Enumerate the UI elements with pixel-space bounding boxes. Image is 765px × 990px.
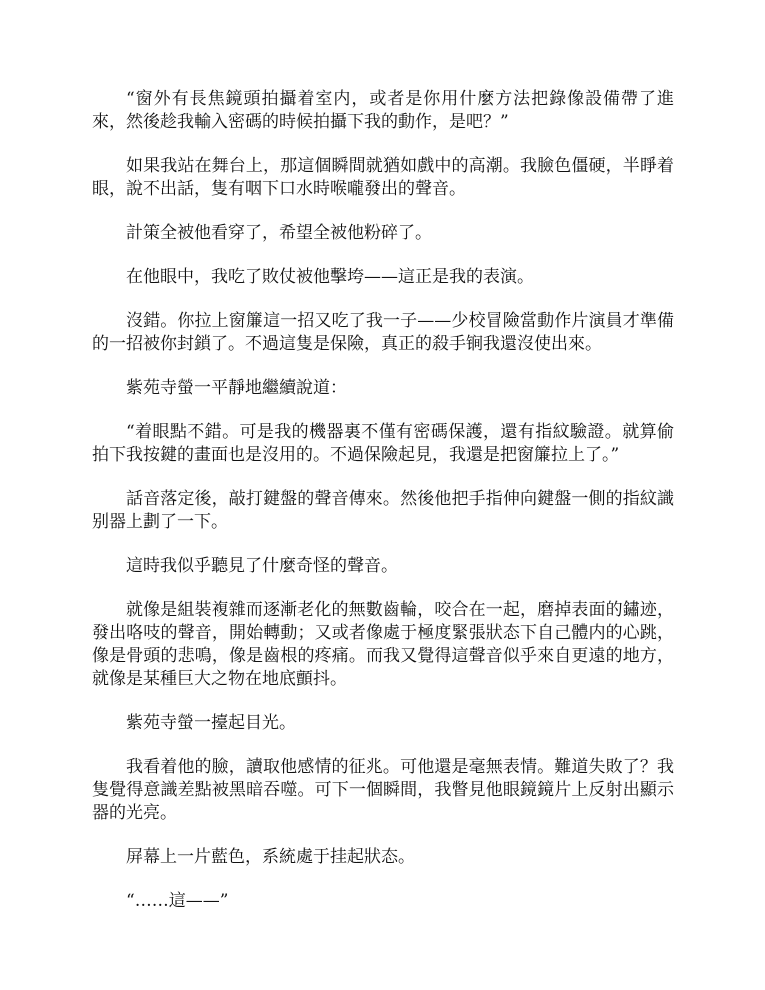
paragraph-3: 計策全被他看穿了，希望全被他粉碎了。 — [126, 223, 432, 243]
paragraph-8: 話音落定後，敲打鍵盤的聲音傳來。然後他把手指伸向鍵盤一側的指紋識别器上劃了一下。 — [92, 489, 674, 532]
paragraph-10: 就像是組裝複雜而逐漸老化的無數齒輪，咬合在一起，磨掉表面的鏽迹，發出咯吱的聲音，開始轉動；又或者像處于極度緊張狀态下自己體内的心跳，像是骨頭的悲鳴，像是齒根的疼痛。而我又覺得這聲音似乎來自更遠的地方，就像是某種巨大之物在地底顫抖。 — [92, 600, 674, 689]
paragraph-7: “着眼點不錯。可是我的機器裏不僅有密碼保護，還有指紋驗證。就算偷拍下我按鍵的畫面也是沒用的。不過保險起見，我還是把窗簾拉上了。” — [92, 422, 674, 465]
paragraph-2: 如果我站在舞台上，那這個瞬間就猶如戲中的高潮。我臉色僵硬，半睜着眼，說不出話，隻有咽下口水時喉嚨發出的聲音。 — [92, 156, 674, 199]
paragraph-14: “……這——” — [126, 891, 229, 911]
paragraph-12: 我看着他的臉，讀取他感情的征兆。可他還是毫無表情。難道失敗了？我隻覺得意識差點被黑暗吞噬。可下一個瞬間，我瞥見他眼鏡鏡片上反射出顯示器的光亮。 — [92, 757, 674, 823]
document-page — [92, 88, 674, 913]
paragraph-5: 沒錯。你拉上窗簾這一招又吃了我一子——少校冒險當動作片演員才準備的一招被你封鎖了。不過這隻是保險，真正的殺手锏我還沒使出來。 — [92, 311, 674, 354]
paragraph-9: 這時我似乎聽見了什麼奇怪的聲音。 — [126, 556, 398, 576]
paragraph-1: “窗外有長焦鏡頭拍攝着室内，或者是你用什麼方法把錄像設備帶了進來，然後趁我輸入密碼的時候拍攝下我的動作，是吧？” — [92, 89, 674, 132]
paragraph-13: 屏幕上一片藍色，系統處于挂起狀态。 — [126, 847, 415, 867]
paragraph-4: 在他眼中，我吃了敗仗被他擊垮——這正是我的表演。 — [126, 267, 534, 287]
paragraph-6: 紫苑寺螢一平靜地繼續說道： — [126, 378, 347, 398]
paragraph-11: 紫苑寺螢一擡起目光。 — [126, 713, 296, 733]
